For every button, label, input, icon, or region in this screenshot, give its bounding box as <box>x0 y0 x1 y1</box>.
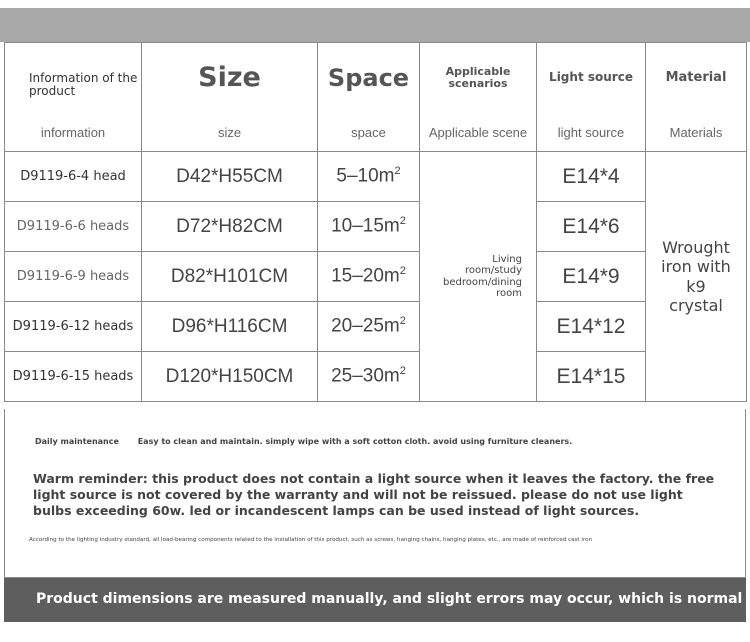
warm-reminder: Warm reminder: this product does not contain a light source when it leaves the factory. the free light source is not covered by the warranty and will not be reissued. please do not use light bulbs exceeding 60w. led or incandescent lamps can be used instead of light sources. <box>33 471 715 518</box>
scenario-line: room <box>496 288 522 299</box>
space-sup: 2 <box>399 265 406 278</box>
footer-text: Product dimensions are measured manually, and slight errors may occur, which is normal <box>36 591 743 607</box>
space-sup: 2 <box>399 215 406 228</box>
light-cell: E14*4 <box>537 152 646 202</box>
header-info-sub: information <box>40 124 106 140</box>
top-gray-band <box>0 8 750 42</box>
daily-maintenance-text: Easy to clean and maintain. simply wipe with a soft cotton cloth. avoid using furniture cleaners. <box>137 437 573 446</box>
header-scenarios-sub: Applicable scene <box>428 124 528 140</box>
industry-note: According to the lighting industry standard, all load-bearing components related to the installation of this product, such as screws, hanging chains, hanging plates, etc., are made of reinforced cast iron <box>29 537 593 543</box>
space-sup: 2 <box>394 165 401 178</box>
spec-table <box>4 42 747 402</box>
header-scenarios <box>420 43 537 152</box>
model-cell: D9119-6-4 head <box>5 152 142 202</box>
model-cell: D9119-6-15 heads <box>5 352 142 402</box>
light-cell: E14*15 <box>537 352 646 402</box>
table-row <box>5 302 747 352</box>
space-value: 5–10m <box>336 165 395 187</box>
material-line: crystal <box>669 295 723 315</box>
header-material-title: Material <box>665 69 727 85</box>
space-value: 15–20m <box>331 265 400 287</box>
header-material <box>646 43 747 152</box>
scenario-line: bedroom/dining <box>442 276 522 288</box>
table-row <box>5 352 747 402</box>
space-cell <box>318 202 420 252</box>
size-cell: D120*H150CM <box>142 352 318 402</box>
space-value: 25–30m <box>331 365 400 387</box>
header-info-title: Information of the product <box>29 70 138 98</box>
space-value: 10–15m <box>331 215 400 237</box>
material-line: k9 <box>686 276 706 296</box>
header-scenarios-title: Applicable scenarios <box>445 64 511 90</box>
scenario-cell <box>420 152 537 402</box>
space-sup: 2 <box>399 365 406 378</box>
space-cell <box>318 352 420 402</box>
scenario-line: Living <box>492 253 522 265</box>
header-space <box>318 43 420 152</box>
header-size <box>142 43 318 152</box>
table-row <box>5 252 747 302</box>
header-light-sub: light source <box>557 124 625 140</box>
daily-maintenance <box>35 437 572 446</box>
notes-panel <box>4 409 746 578</box>
header-info <box>5 43 142 152</box>
material-line: iron with <box>661 257 731 277</box>
table-row <box>5 152 747 202</box>
header-space-title: Space <box>327 63 410 92</box>
size-cell: D82*H101CM <box>142 252 318 302</box>
size-cell: D42*H55CM <box>142 152 318 202</box>
table-row <box>5 202 747 252</box>
material-line: Wrought <box>662 238 730 258</box>
light-cell: E14*6 <box>537 202 646 252</box>
space-cell <box>318 252 420 302</box>
size-cell: D72*H82CM <box>142 202 318 252</box>
footer-band <box>4 578 746 622</box>
header-material-sub: Materials <box>669 124 723 140</box>
space-cell <box>318 302 420 352</box>
daily-maintenance-label: Daily maintenance <box>35 437 119 446</box>
light-cell: E14*12 <box>537 302 646 352</box>
space-cell <box>318 152 420 202</box>
header-light <box>537 43 646 152</box>
header-light-title: Light source <box>549 70 633 85</box>
light-cell: E14*9 <box>537 252 646 302</box>
space-sup: 2 <box>399 315 406 328</box>
space-value: 20–25m <box>331 315 400 337</box>
header-space-sub: space <box>351 124 386 140</box>
header-size-sub: size <box>217 124 242 140</box>
material-cell <box>646 152 747 402</box>
scenario-line: room/study <box>465 265 522 276</box>
size-cell: D96*H116CM <box>142 302 318 352</box>
model-cell: D9119-6-9 heads <box>5 252 142 302</box>
header-row <box>5 43 747 152</box>
header-size-title: Size <box>198 62 261 94</box>
model-cell: D9119-6-12 heads <box>5 302 142 352</box>
model-cell: D9119-6-6 heads <box>5 202 142 252</box>
